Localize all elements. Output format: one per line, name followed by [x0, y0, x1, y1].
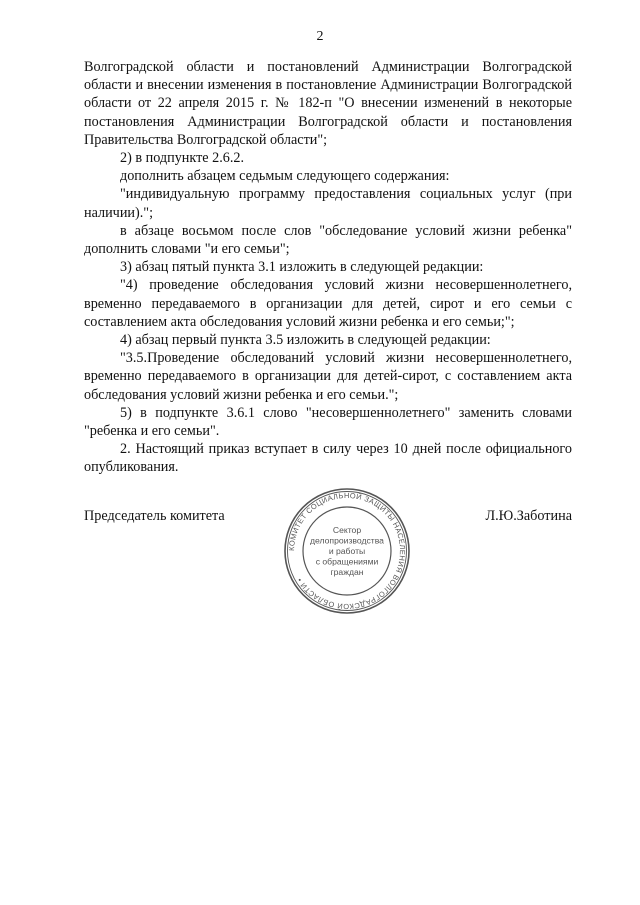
stamp-center-line: делопроизводства	[310, 535, 384, 546]
paragraph-6: 3) абзац пятый пункта 3.1 изложить в следующей редакции:	[120, 259, 484, 276]
stamp-center-line: Сектор	[332, 525, 362, 535]
paragraph-9: "3.5.Проведение обследований условий жизни несовершеннолетнего, временно передаваемого в организации для детей-сирот, с составлением акта обследования условий жизни ребенка и его семьи.";	[84, 350, 572, 403]
paragraph-3: дополнить абзацем седьмым следующего содержания:	[120, 168, 450, 185]
document-body	[84, 58, 572, 477]
page-number: 2	[316, 29, 324, 44]
paragraph-2: 2) в подпункте 2.6.2.	[120, 150, 245, 167]
stamp-center-line: с обращениями	[315, 556, 379, 567]
signatory-position: Председатель комитета	[84, 508, 225, 524]
paragraph-4: "индивидуальную программу предоставления социальных услуг (при наличии).";	[84, 186, 572, 221]
stamp-center-line: граждан	[330, 567, 364, 577]
paragraph-10: 5) в подпункте 3.6.1 слово "несовершеннолетнего" заменить словами "ребенка и его семьи".	[84, 404, 572, 440]
paragraph-5: в абзаце восьмом после слов "обследование условий жизни ребенка" дополнить словами "и его семьи";	[84, 222, 572, 258]
signatory-name: Л.Ю.Заботина	[485, 508, 572, 524]
svg-text:КОМИТЕТ СОЦИАЛЬНОЙ ЗАЩИТЫ НАСЕ: КОМИТЕТ СОЦИАЛЬНОЙ ЗАЩИТЫ НАСЕЛЕНИЯ ВОЛГОГРАДСКОЙ ОБЛАСТИ •	[286, 490, 408, 612]
stamp-seal-graphic	[283, 487, 411, 615]
stamp-center-line: и работы	[328, 546, 366, 556]
paragraph-8: 4) абзац первый пункта 3.5 изложить в следующей редакции:	[120, 332, 491, 349]
paragraph-1: Волгоградской области и постановлений Администрации Волгоградской области и внесении изменения в постановление Администрации Волгоградской области от 22 апреля 2015 г. № 182-п "О внесении изменений в некоторые постановления Администрации Волгоградской области и постановления Правительства Волгоградской области";	[84, 59, 572, 148]
paragraph-11: 2. Настоящий приказ вступает в силу через 10 дней после официального опубликования.	[84, 441, 572, 476]
official-stamp	[283, 487, 411, 615]
paragraph-7: "4) проведение обследования условий жизни несовершеннолетнего, временно передаваемого в организации для детей, сирот и его семьи с составлением акта обследования условий жизни ребенка и его семьи;";	[84, 277, 572, 330]
